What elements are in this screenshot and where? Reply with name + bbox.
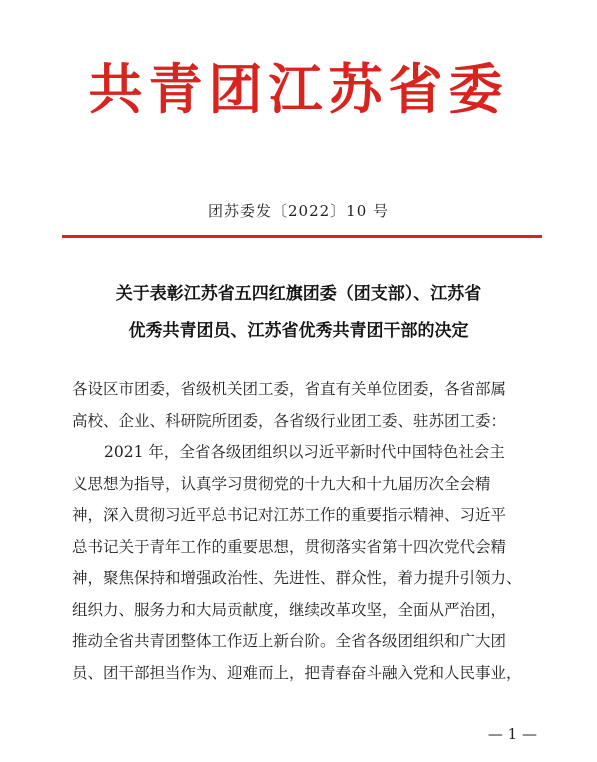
red-divider-line [62,235,542,238]
decision-title-line-2: 优秀共青团员、江苏省优秀共青团干部的决定 [128,321,469,341]
body-line: 神，深入贯彻习近平总书记对江苏工作的重要指示精神、习近平 [72,506,507,524]
body-text [72,374,542,689]
organization-title: 共青团江苏省委 [88,58,509,121]
body-line: 推动全省共青团整体工作迈上新台阶。全省各级团组织和广大团 [72,632,507,650]
decision-title [40,276,557,350]
body-line: 义思想为指导，认真学习贯彻党的十九大和十九届历次全会精 [72,474,491,493]
document-number: 团苏委发〔2022〕10 号 [207,202,390,220]
body-line: 神，聚焦保持和增强政治性、先进性、群众性，着力提升引领力、 [72,569,522,587]
body-line-paragraph-start: 2021 年，全省各级团组织以习近平新时代中国特色社会主 [104,443,505,461]
body-line: 组织力、服务力和大局贡献度，继续改革攻坚，全面从严治团， [72,600,507,619]
body-line-recipients-1: 各设区市团委，省级机关团工委，省直有关单位团委，各省部属 [72,380,507,398]
body-line: 总书记关于青年工作的重要思想，贯彻落实省第十四次党代会精 [72,537,507,556]
page-number: — 1 — [487,725,537,743]
body-line: 员、团干部担当作为、迎难而上，把青春奋斗融入党和人民事业， [72,663,522,682]
decision-title-line-1: 关于表彰江苏省五四红旗团委（团支部）、江苏省 [115,284,482,304]
body-line-recipients-2: 高校、企业、科研院所团委，各省级行业团工委、驻苏团工委： [72,411,507,430]
